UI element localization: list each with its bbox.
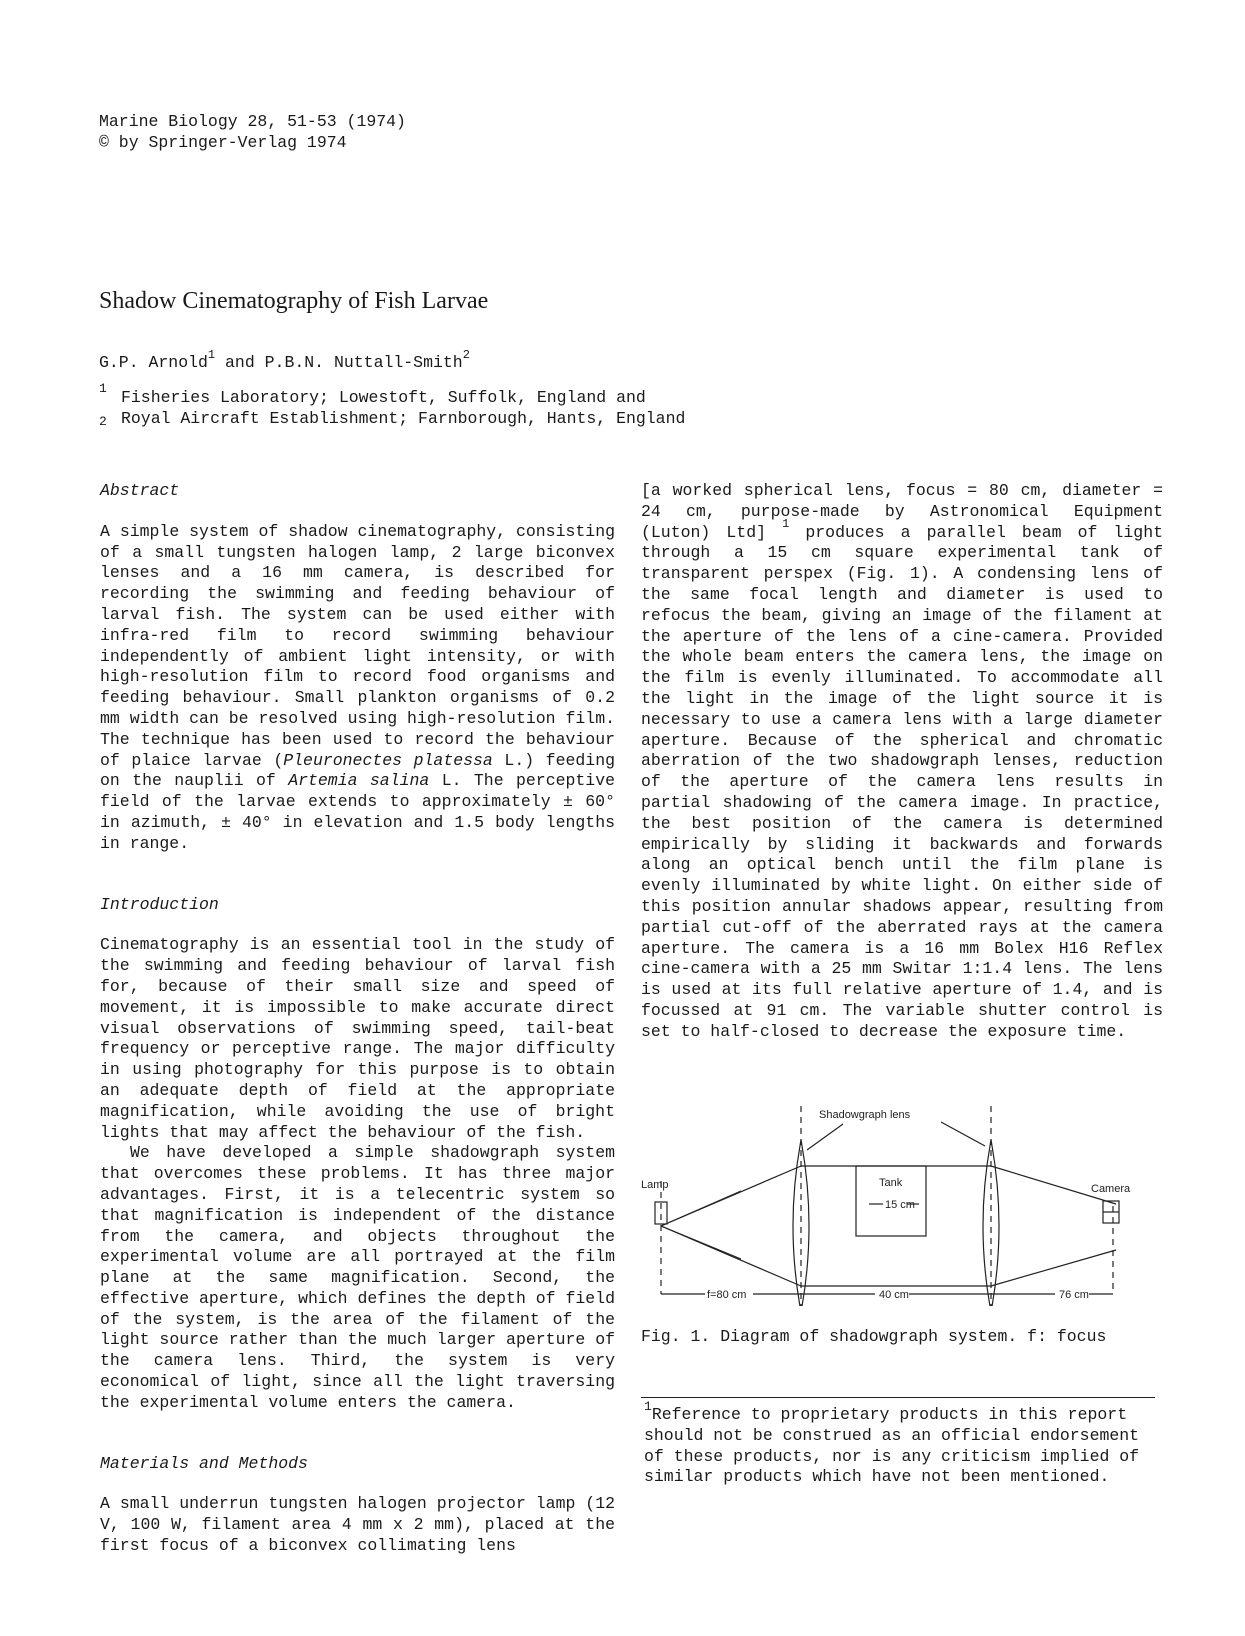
footnote-number: 1 bbox=[644, 1398, 652, 1414]
figure-1-diagram bbox=[641, 1106, 1161, 1301]
abstract-text-3: L. The perceptive field of the larvae extends to approximately ± 60° in azimuth, ± 40° in elevation and 1.5 body lengths in range. bbox=[100, 771, 616, 853]
introduction-paragraph-2: We have developed a simple shadowgraph system that overcomes these problems. It has three major advantages. First, it is a telecentric system so that magnification is independent of the distance from the camera, and objects throughout the experimental volume are all portrayed at the film plane at the same magnification. Second, the effective aperture, which defines the depth of field of the system, is the area of the filament of the light source rather than the much larger aperture of the camera lens. Third, the system is very economical of light, since all the light traversing the experimental volume enters the camera. bbox=[100, 1143, 615, 1412]
abstract-text-1: A simple system of shadow cinematography, consisting of a small tungsten halogen lamp, 2 large biconvex lenses and a 16 mm camera, is described for recording the swimming and feeding behaviour of larval fish. The system can be used either with infra-red film to record swimming behaviour independently of ambient light intensity, or with high-resolution film to record food organisms and feeding behaviour. Small plankton organisms of 0.2 mm width can be resolved using high-resolution film. The technique has been used to record the behaviour of plaice larvae ( bbox=[100, 521, 615, 770]
author-2-affil: 2 bbox=[462, 347, 470, 362]
shadowgraph-lens-label: Shadowgraph lens bbox=[819, 1109, 911, 1121]
tank-label: Tank bbox=[879, 1177, 903, 1189]
leader-line bbox=[807, 1124, 843, 1150]
affiliation-1 bbox=[99, 381, 685, 409]
beam-line bbox=[991, 1250, 1116, 1286]
figure-1-caption: Fig. 1. Diagram of shadowgraph system. f: focus bbox=[641, 1327, 1107, 1346]
affiliation-1-number: 1 bbox=[99, 381, 107, 396]
paper-title: Shadow Cinematography of Fish Larvae bbox=[99, 288, 489, 314]
author-2: P.B.N. Nuttall-Smith bbox=[264, 353, 463, 372]
distance-3-label: 76 cm bbox=[1059, 1289, 1089, 1301]
introduction-heading: Introduction bbox=[100, 894, 219, 914]
abstract-heading: Abstract bbox=[100, 481, 180, 500]
journal-citation bbox=[99, 112, 406, 154]
author-and: and bbox=[225, 353, 255, 372]
affiliation-2-text: Royal Aircraft Establishment; Farnborough, Hants, England bbox=[121, 408, 686, 428]
abstract-species-2: Artemia salina bbox=[288, 771, 430, 791]
right-column-text-a: [a worked spherical lens, focus = 80 cm, diameter = 24 cm, purpose-made by Astronomical Equipment (Luton) Ltd] bbox=[641, 481, 1163, 542]
affiliation-2-number: 2 bbox=[99, 413, 107, 429]
footnote bbox=[644, 1398, 1156, 1488]
affiliation-1-text: Fisheries Laboratory; Lowestoft, Suffolk, England and bbox=[121, 388, 646, 407]
journal-line: Marine Biology 28, 51-53 (1974) bbox=[99, 112, 406, 131]
left-column bbox=[100, 481, 615, 1557]
beam-line bbox=[661, 1226, 741, 1259]
introduction-paragraph-1: Cinematography is an essential tool in the study of the swimming and feeding behaviour of larval fish for, because of their small size and speed of movement, it is impossible to make accurate direct visual observations of swimming speed, tail-beat frequency or perceptive range. The major difficulty in using photography for this purpose is to obtain an adequate depth of field at the appropriate magnification, while avoiding the use of bright lights that may affect the behaviour of the fish. bbox=[100, 935, 615, 1142]
methods-heading: Materials and Methods bbox=[100, 1453, 308, 1473]
right-column-text-b: produces a parallel beam of light through a 15 cm square experimental tank of transparent perspex (Fig. 1). A condensing lens of the same focal length and diameter is used to refocus the beam, giving an image of the filament at the aperture of the lens of a cine-camera. Provided the whole beam enters the camera lens, the image on the film is evenly illuminated. To accommodate all the light in the image of the light source it is necessary to use a camera lens with a large diameter aperture. Because of the spherical and chromatic aberration of the two shadowgraph lenses, reduction of the aperture of the camera lens results in partial shadowing of the camera image. In practice, the best position of the camera is determined empirically by sliding it backwards and forwards along an optical bench until the film plane is evenly illuminated by white light. On either side of this position annular shadows appear, resulting from partial cut-off of the aberrated rays at the camera aperture. The camera is a 16 mm Bolex H16 Reflex cine-camera with a 25 mm Switar 1:1.4 lens. The lens is used at its full relative aperture of 1.4, and is focussed at 91 cm. The variable shutter control is set to half-closed to decrease the exposure time. bbox=[641, 522, 1163, 1041]
affiliation-2 bbox=[99, 409, 685, 430]
distance-2-label: 40 cm bbox=[879, 1289, 909, 1301]
tank-width-label: 15 cm bbox=[885, 1199, 915, 1211]
right-column bbox=[641, 481, 1163, 1043]
author-1-affil: 1 bbox=[207, 347, 216, 362]
footnote-reference: 1 bbox=[782, 517, 790, 532]
author-line bbox=[99, 347, 470, 374]
copyright-line: © by Springer-Verlag 1974 bbox=[99, 132, 347, 152]
abstract-species-1: Pleuronectes platessa bbox=[283, 750, 493, 770]
footnote-text: Reference to proprietary products in this report should not be construed as an official endorsement of these products, nor is any criticism implied of similar products which have not been mentioned. bbox=[644, 1405, 1140, 1487]
distance-1-label: f=80 cm bbox=[707, 1289, 747, 1301]
shadowgraph-diagram bbox=[641, 1106, 1161, 1306]
leader-line bbox=[941, 1122, 985, 1146]
methods-paragraph-1: A small underrun tungsten halogen projector lamp (12 V, 100 W, filament area 4 mm x 2 mm), placed at the first focus of a biconvex collimating lens bbox=[100, 1494, 615, 1556]
affiliations bbox=[99, 381, 686, 430]
beam-line bbox=[661, 1191, 741, 1226]
camera-label: Camera bbox=[1091, 1183, 1131, 1195]
footnote-rule bbox=[641, 1397, 1155, 1398]
lamp-label: Lamp bbox=[641, 1179, 669, 1191]
abstract-text bbox=[100, 522, 615, 855]
author-1: G.P. Arnold bbox=[99, 353, 208, 372]
abstract-text-2: L.) feeding on the nauplii of bbox=[100, 750, 615, 791]
